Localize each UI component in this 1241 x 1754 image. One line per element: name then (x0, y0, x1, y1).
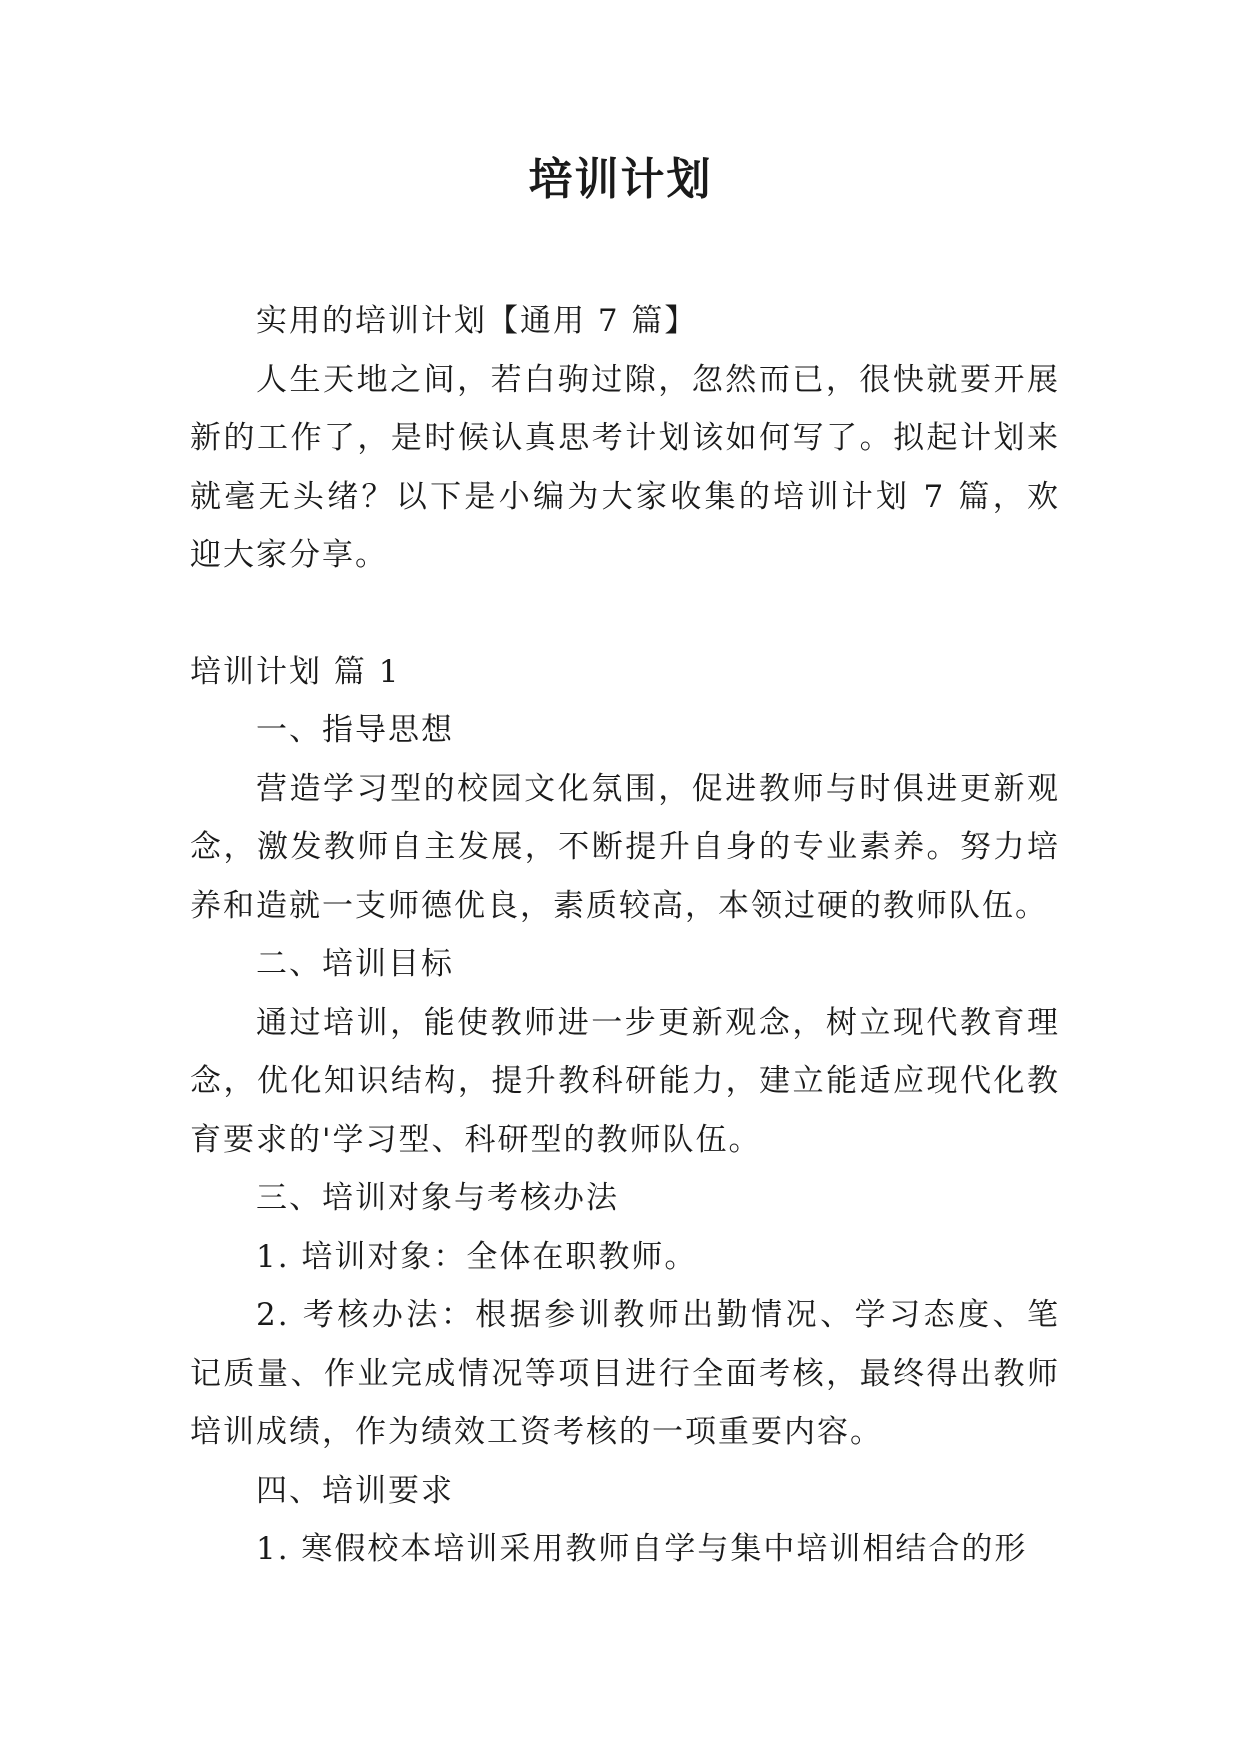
paragraph-gap (190, 585, 1060, 643)
heading-training-requirements: 四、培训要求 (256, 1472, 454, 1509)
paragraph-training-targets: 1. 培训对象：全体在职教师。 (256, 1238, 698, 1275)
document-body (190, 292, 1060, 1579)
paragraph-training-goals: 通过培训，能使教师进一步更新观念，树立现代教育理念，优化知识结构，提升教科研能力，建立能适应现代化教育要求的'学习型、科研型的教师队伍。 (190, 1004, 1060, 1158)
document-title: 培训计划 (528, 154, 713, 205)
heading-training-targets: 三、培训对象与考核办法 (256, 1180, 619, 1216)
heading-guiding-ideology: 一、指导思想 (256, 712, 454, 748)
section-heading: 培训计划 篇 1 (190, 653, 401, 690)
paragraph-guiding-ideology: 营造学习型的校园文化氛围，促进教师与时俱进更新观念，激发教师自主发展，不断提升自身的专业素养。努力培养和造就一支师德优良，素质较高，本领过硬的教师队伍。 (190, 770, 1060, 924)
paragraph-assessment-method: 2. 考核办法：根据参训教师出勤情况、学习态度、笔记质量、作业完成情况等项目进行全面考核，最终得出教师培训成绩，作为绩效工资考核的一项重要内容。 (190, 1297, 1060, 1450)
document-subtitle: 实用的培训计划【通用 7 篇】 (256, 303, 698, 339)
intro-paragraph: 人生天地之间，若白驹过隙，忽然而已，很快就要开展新的工作了，是时候认真思考计划该如何写了。拟起计划来就毫无头绪？以下是小编为大家收集的培训计划 7 篇，欢迎大家分享。 (190, 361, 1060, 573)
heading-training-goals: 二、培训目标 (256, 946, 454, 982)
paragraph-training-requirements: 1. 寒假校本培训采用教师自学与集中培训相结合的形 (256, 1531, 1028, 1567)
